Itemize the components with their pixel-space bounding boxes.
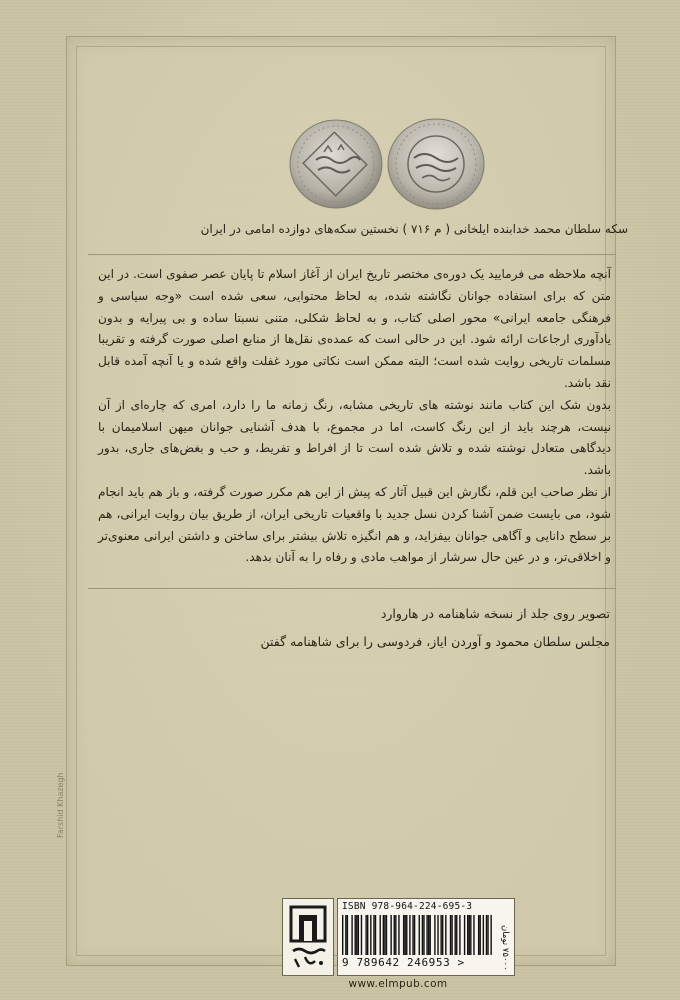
price-label: ۷۵۰۰۰ تومان: [500, 925, 510, 971]
isbn-barcode-block: [337, 898, 515, 976]
coin-icon: [288, 116, 488, 214]
barcode: [342, 915, 492, 955]
publisher-website[interactable]: www.elmpub.com: [348, 978, 448, 990]
isbn-number: ISBN 978-964-224-695-3: [342, 901, 473, 912]
divider-bottom: [88, 588, 616, 589]
paragraph-3: از نظر صاحب این قلم، نگارش این قبیل آثار که پیش از این هم مکرر صورت گرفته، و باز هم باید انجام شود، می بایست ضمن آشنا کردن نسل جدید با واقعیات تاریخی ایران، از طریق بیان روایت ایرانی، هم بر سطح دانایی و آگاهی جوانان بیفزاید، و هم انگیزه تلاش بیشتر برای ساختن و داشتن ایرانی معنوی‌تر و اخلاقی‌تر، و در عین حال سرشار از مواهب مادی و رفاه را به آنان بدهد.: [98, 484, 611, 565]
barcode-digits: 9 789642 246953 >: [342, 956, 465, 969]
description-text: [98, 264, 611, 569]
coin-images: [288, 116, 488, 214]
paragraph-2: بدون شک این کتاب مانند نوشته های تاریخی مشابه، رنگ زمانه ما را دارد، امری که چاره‌ای از آن نیست، هرچند باید از این رنگ کاست، اما در مجموع، با هدف آشنایی جوانان میهن اسلامیمان با دیدگاهی متعادل نوشته شده و تلاش شده است تا از افراط و تفریط، و حب و بغض‌های جاری، بدور باشد.: [98, 397, 611, 478]
divider-top: [88, 254, 616, 255]
elm-publisher-logo-icon: [283, 899, 333, 975]
designer-credit: Farshid Khazegh: [56, 772, 65, 838]
publisher-logo: [282, 898, 334, 976]
coin-caption: سکه سلطان محمد خدابنده ایلخانی ( م ۷۱۶ ) نخستین سکه‌های دوازده امامی در ایران: [200, 222, 628, 236]
cover-image-caption: [150, 600, 610, 656]
cover-caption-line-2: مجلس سلطان محمود و آوردن ایاز، فردوسی را برای شاهنامه گفتن: [260, 634, 610, 649]
barcode-icon: [342, 915, 492, 955]
paragraph-1: آنچه ملاحظه می فرمایید یک دوره‌ی مختصر تاریخ ایران از آغاز اسلام تا پایان عصر صفوی است. در این متن که برای استفاده جوانان نگاشته شده، به لحاظ محتوایی، سعی شده است «وجه سیاسی و فرهنگی جامعه ایرانی» محور اصلی کتاب، و به لحاظ شکلی، متنی نسبتا ساده و بی پیرایه و بدون یادآوری ارجاعات ارائه شود. این در حالی است که عمده‌ی نقل‌ها از منابع اصلی صورت گرفته و تقریبا مسلمات تاریخی روایت شده است؛ البته ممکن است نکاتی مورد غفلت واقع شده و یا آنچه آمده قابل نقد باشد.: [98, 267, 611, 390]
cover-caption-line-1: تصویر روی جلد از نسخه شاهنامه در هاروارد: [380, 606, 610, 621]
